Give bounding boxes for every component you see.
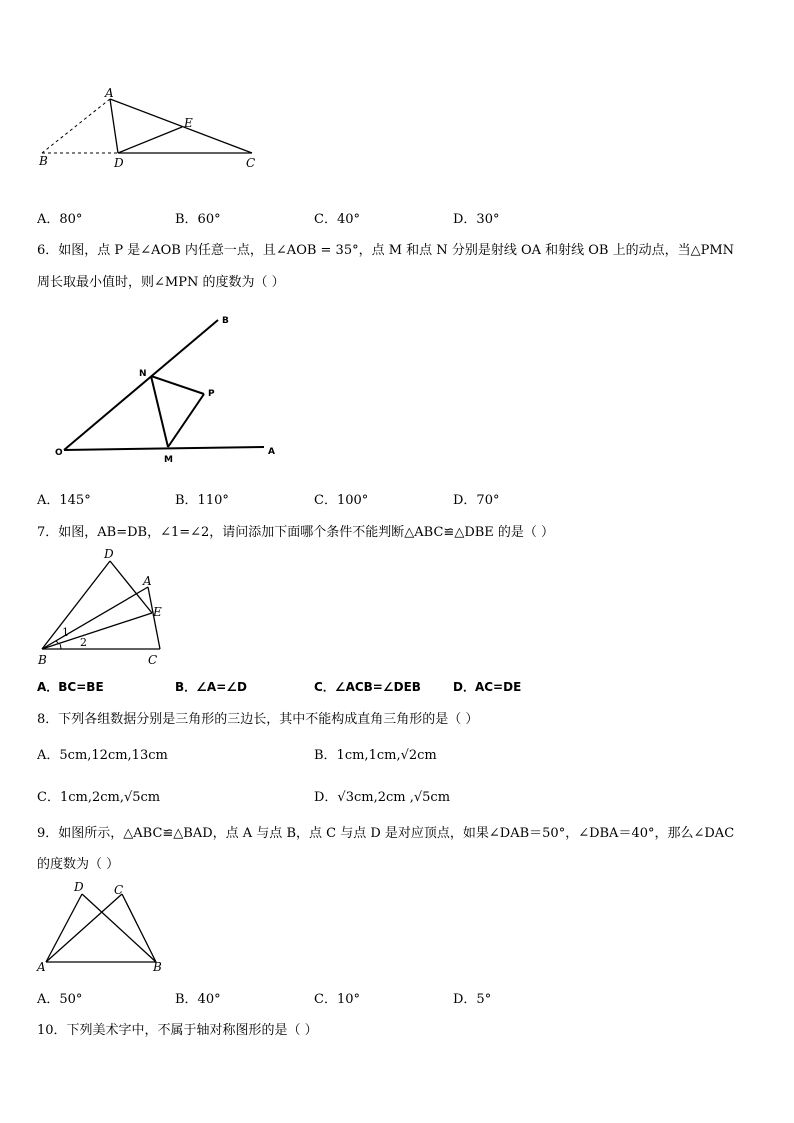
q8-option-b[interactable]: B．1cm,1cm,√2cm [314,748,437,763]
label-D: D [104,547,114,561]
q5-option-c[interactable]: C．40° [314,212,360,227]
label-A: A [37,960,46,974]
q9-option-d[interactable]: D．5° [453,992,492,1007]
figure-q7-triangles [34,545,174,670]
label-C: C [114,883,124,897]
q6-option-d[interactable]: D．70° [453,493,500,508]
label-B: B [222,316,229,326]
label-B: B [153,960,162,974]
label-O: O [55,448,63,458]
q8-option-d[interactable]: D．√3cm,2cm ,√5cm [314,790,451,805]
q5-option-b[interactable]: B．60° [175,212,221,227]
q7-option-c[interactable]: C．∠ACB=∠DEB [314,680,421,694]
q9-option-a[interactable]: A．50° [37,992,83,1007]
q7-option-a[interactable]: A．BC=BE [37,680,104,694]
figure-q6-angle [50,312,290,467]
figure-q5-triangle [30,85,270,175]
label-E: E [184,116,193,130]
q8-option-a[interactable]: A．5cm,12cm,13cm [37,748,168,763]
q8-option-c[interactable]: C．1cm,2cm,√5cm [37,790,161,805]
label-2: 2 [80,636,87,649]
q6-option-c[interactable]: C．100° [314,493,369,508]
q6-question-line1: 6．如图，点 P 是∠AOB 内任意一点，且∠AOB = 35°，点 M 和点 N 分别是射线 OA 和射线 OB 上的动点，当△PMN [37,243,735,258]
label-A: A [143,574,152,588]
q9-question-line2: 的度数为（ ） [37,857,120,872]
label-N: N [139,369,147,379]
figure-q9-triangles [34,876,174,976]
label-C: C [246,156,256,170]
q7-option-d[interactable]: D．AC=DE [453,680,522,694]
q8-question: 8．下列各组数据分别是三角形的三边长，其中不能构成直角三角形的是（ ） [37,712,479,727]
q9-option-b[interactable]: B．40° [175,992,221,1007]
q5-option-a[interactable]: A．80° [37,212,83,227]
q6-option-a[interactable]: A．145° [37,493,91,508]
label-E: E [153,605,162,619]
label-D: D [74,880,84,894]
q5-option-d[interactable]: D．30° [453,212,500,227]
q9-question-line1: 9．如图所示，△ABC≌△BAD，点 A 与点 B，点 C 与点 D 是对应顶点，如果∠DAB＝50°，∠DBA＝40°，那么∠DAC [37,826,735,841]
label-M: M [164,455,173,465]
q7-question: 7．如图，AB=DB，∠1=∠2，请问添加下面哪个条件不能判断△ABC≌△DBE 的是（ ） [37,525,555,540]
label-A: A [105,86,114,100]
label-A: A [268,447,275,457]
label-P: P [208,389,215,399]
q7-option-b[interactable]: B．∠A=∠D [175,680,247,694]
label-B: B [38,653,47,667]
label-1: 1 [62,626,69,639]
q6-option-b[interactable]: B．110° [175,493,229,508]
label-C: C [148,653,158,667]
q10-question: 10．下列美术字中，不属于轴对称图形的是（ ） [37,1023,318,1038]
label-B: B [39,154,48,168]
label-D: D [114,156,124,170]
q6-question-line2: 周长取最小值时，则∠MPN 的度数为（ ） [37,275,285,290]
q9-option-c[interactable]: C．10° [314,992,360,1007]
